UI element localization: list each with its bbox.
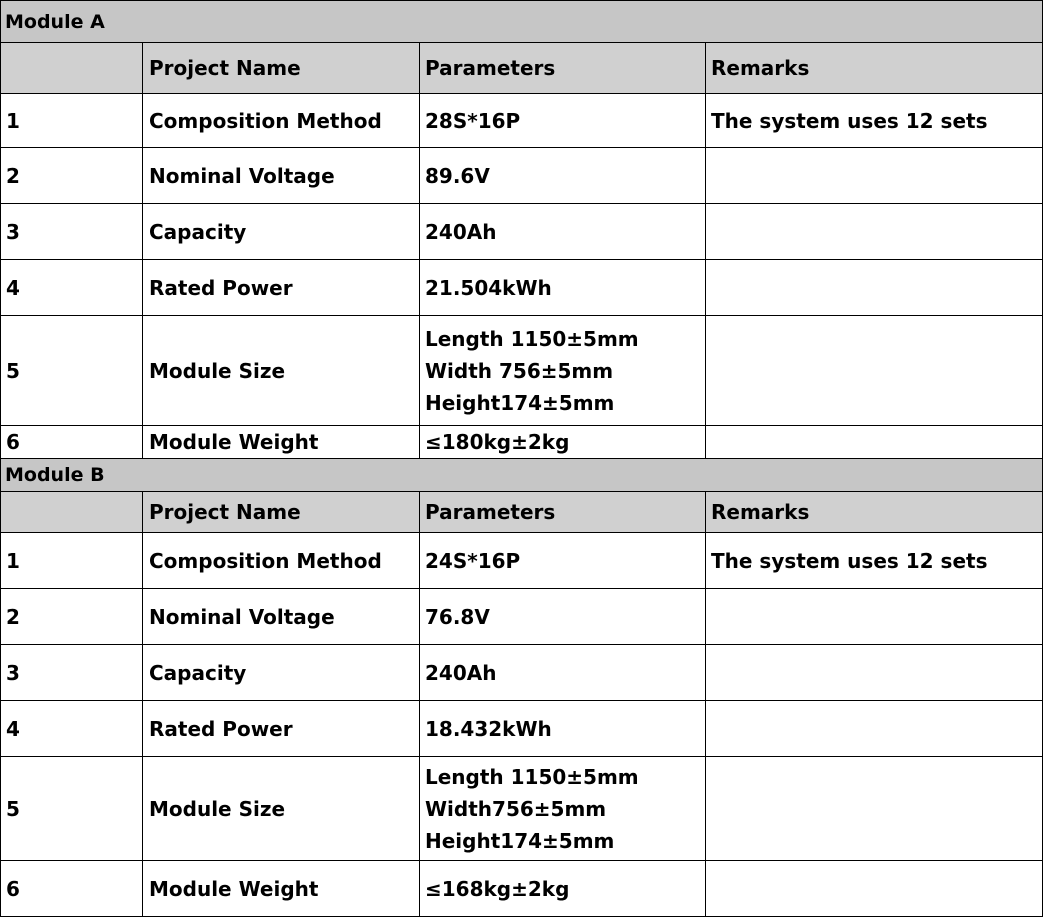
parameters-cell (420, 426, 706, 459)
parameter-line: 28S*16P (425, 108, 521, 133)
parameters-cell (420, 533, 706, 589)
header-remarks: Remarks (706, 492, 1043, 533)
project-name-cell: Rated Power (143, 260, 420, 316)
header-project-name: Project Name (143, 492, 420, 533)
parameters-cell (420, 589, 706, 645)
row-number: 1 (1, 94, 143, 148)
table-row (1, 316, 1043, 426)
parameter-line: 89.6V (425, 163, 490, 188)
module-a-title-row (1, 1, 1043, 43)
module-b-title: Module B (1, 459, 1043, 492)
table-row (1, 701, 1043, 757)
project-name-cell: Module Size (143, 757, 420, 861)
table-row (1, 204, 1043, 260)
project-name-cell: Nominal Voltage (143, 589, 420, 645)
row-number: 2 (1, 148, 143, 204)
project-name-cell: Capacity (143, 204, 420, 260)
parameter-line: Length 1150±5mm (425, 764, 639, 789)
parameter-line: 240Ah (425, 219, 497, 244)
module-b-title-row (1, 459, 1043, 492)
module-b-header-row (1, 492, 1043, 533)
parameter-line: 240Ah (425, 660, 497, 685)
table-row (1, 645, 1043, 701)
table-row (1, 589, 1043, 645)
module-a-header-row (1, 43, 1043, 94)
parameters-cell (420, 757, 706, 861)
remarks-cell (706, 426, 1043, 459)
table-row (1, 260, 1043, 316)
remarks-cell (706, 260, 1043, 316)
header-parameters: Parameters (420, 492, 706, 533)
project-name-cell: Module Weight (143, 861, 420, 917)
parameters-cell (420, 204, 706, 260)
table-row (1, 426, 1043, 459)
parameter-line: Width 756±5mm (425, 358, 614, 383)
project-name-cell: Nominal Voltage (143, 148, 420, 204)
remarks-cell (706, 757, 1043, 861)
row-number: 2 (1, 589, 143, 645)
parameter-line: 24S*16P (425, 548, 521, 573)
row-number: 1 (1, 533, 143, 589)
project-name-cell: Composition Method (143, 94, 420, 148)
table-row (1, 861, 1043, 917)
remarks-cell (706, 645, 1043, 701)
project-name-cell: Module Weight (143, 426, 420, 459)
parameter-line: Height174±5mm (425, 390, 615, 415)
table-row (1, 533, 1043, 589)
project-name-cell: Capacity (143, 645, 420, 701)
header-project-name: Project Name (143, 43, 420, 94)
header-no (1, 43, 143, 94)
table-row (1, 148, 1043, 204)
table-row (1, 757, 1043, 861)
remarks-cell (706, 204, 1043, 260)
parameters-cell (420, 148, 706, 204)
remarks-cell (706, 701, 1043, 757)
parameter-line: 21.504kWh (425, 275, 552, 300)
remarks-cell: The system uses 12 sets (706, 94, 1043, 148)
remarks-cell: The system uses 12 sets (706, 533, 1043, 589)
row-number: 5 (1, 757, 143, 861)
parameter-line: Height174±5mm (425, 828, 615, 853)
parameter-line: Width756±5mm (425, 796, 607, 821)
parameters-cell (420, 861, 706, 917)
remarks-cell (706, 148, 1043, 204)
row-number: 4 (1, 260, 143, 316)
parameters-cell (420, 260, 706, 316)
remarks-cell (706, 861, 1043, 917)
parameter-line: ≤168kg±2kg (425, 876, 570, 901)
remarks-cell (706, 589, 1043, 645)
row-number: 5 (1, 316, 143, 426)
parameter-line: ≤180kg±2kg (425, 430, 570, 454)
parameters-cell (420, 645, 706, 701)
project-name-cell: Module Size (143, 316, 420, 426)
row-number: 4 (1, 701, 143, 757)
header-no (1, 492, 143, 533)
header-remarks: Remarks (706, 43, 1043, 94)
parameter-line: 76.8V (425, 604, 490, 629)
row-number: 6 (1, 861, 143, 917)
row-number: 3 (1, 645, 143, 701)
parameters-cell (420, 701, 706, 757)
table-row (1, 94, 1043, 148)
row-number: 6 (1, 426, 143, 459)
remarks-cell (706, 316, 1043, 426)
module-a-title: Module A (1, 1, 1043, 43)
parameter-line: 18.432kWh (425, 716, 552, 741)
project-name-cell: Composition Method (143, 533, 420, 589)
parameters-cell (420, 94, 706, 148)
row-number: 3 (1, 204, 143, 260)
project-name-cell: Rated Power (143, 701, 420, 757)
parameters-cell (420, 316, 706, 426)
header-parameters: Parameters (420, 43, 706, 94)
parameter-line: Length 1150±5mm (425, 326, 639, 351)
